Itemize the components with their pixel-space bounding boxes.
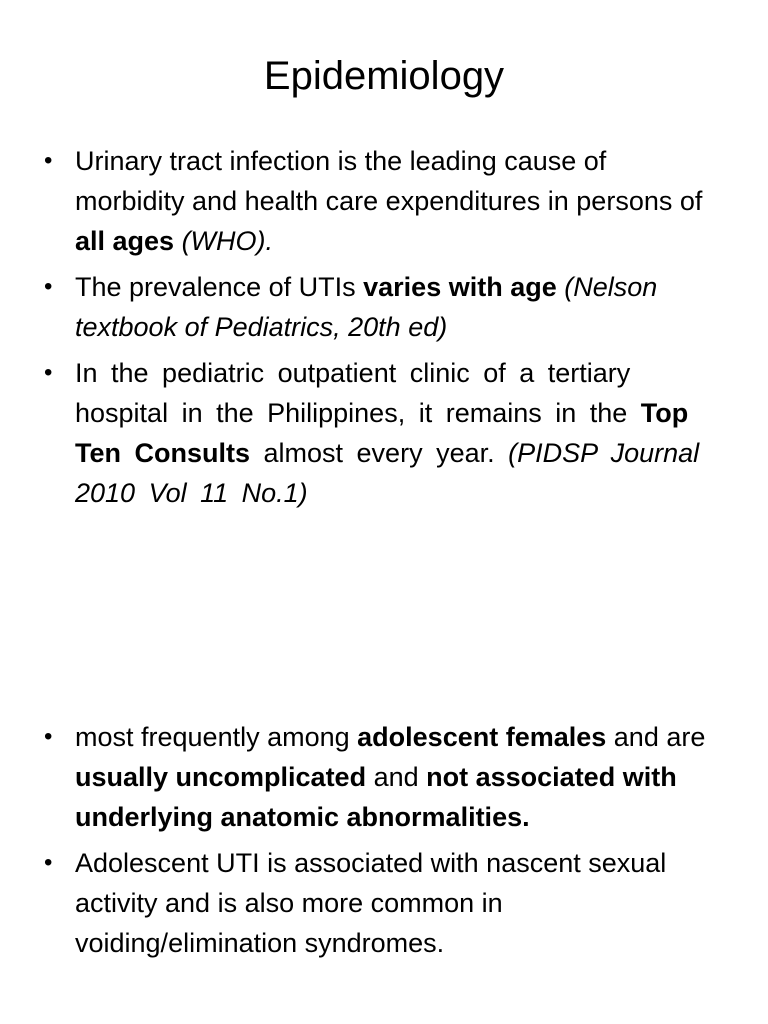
bullet-dot-icon: • — [44, 849, 53, 876]
bullet-text: most frequently among — [75, 722, 358, 752]
emphasis-usually-uncomplicated: usually uncomplicated — [75, 762, 367, 792]
emphasis-adolescent-females: adolescent females — [357, 722, 607, 752]
bullet-dot-icon: • — [44, 273, 53, 300]
emphasis-varies-with-age: varies with age — [363, 272, 557, 302]
bullet-text-continued: and are — [606, 722, 706, 752]
bullet-prevalence-age — [44, 267, 714, 347]
emphasis-not-associated: not associated with underlying anatomic abnormalities. — [75, 762, 677, 832]
bullet-text: The prevalence of UTIs — [75, 272, 364, 302]
emphasis-all-ages: all ages — [75, 226, 175, 256]
bullet-text-continued: almost every year. — [250, 438, 509, 468]
bullet-philippines-clinic — [44, 353, 714, 513]
bullet-who-leading-cause — [44, 141, 714, 261]
emphasis-top-ten-consults: Top Ten Consults — [75, 398, 689, 468]
citation-pidsp: (PIDSP Journal 2010 Vol 11 No.1) — [75, 438, 700, 508]
bullet-text: Adolescent UTI is associated with nascent sexual activity and is also more common in voiding/elimination syndromes. — [75, 848, 667, 958]
bullet-text: In the pediatric outpatient clinic of a tertiary hospital in the Philippines, it remains in the — [75, 358, 641, 428]
bullet-text: Urinary tract infection is the leading cause of morbidity and health care expenditures in persons of — [75, 146, 703, 216]
slide-title: Epidemiology — [263, 54, 505, 98]
bullet-adolescent-females — [44, 717, 714, 837]
citation-nelson: (Nelson textbook of Pediatrics, 20th ed) — [75, 272, 658, 342]
bullet-dot-icon: • — [44, 723, 53, 750]
bullet-adolescent-uti — [44, 843, 714, 963]
top-bullet-list — [44, 141, 714, 519]
bottom-bullet-list — [44, 717, 714, 969]
bullet-text-continued: and — [366, 762, 427, 792]
citation-who: (WHO). — [174, 226, 274, 256]
bullet-dot-icon: • — [44, 147, 53, 174]
bullet-dot-icon: • — [44, 359, 53, 386]
